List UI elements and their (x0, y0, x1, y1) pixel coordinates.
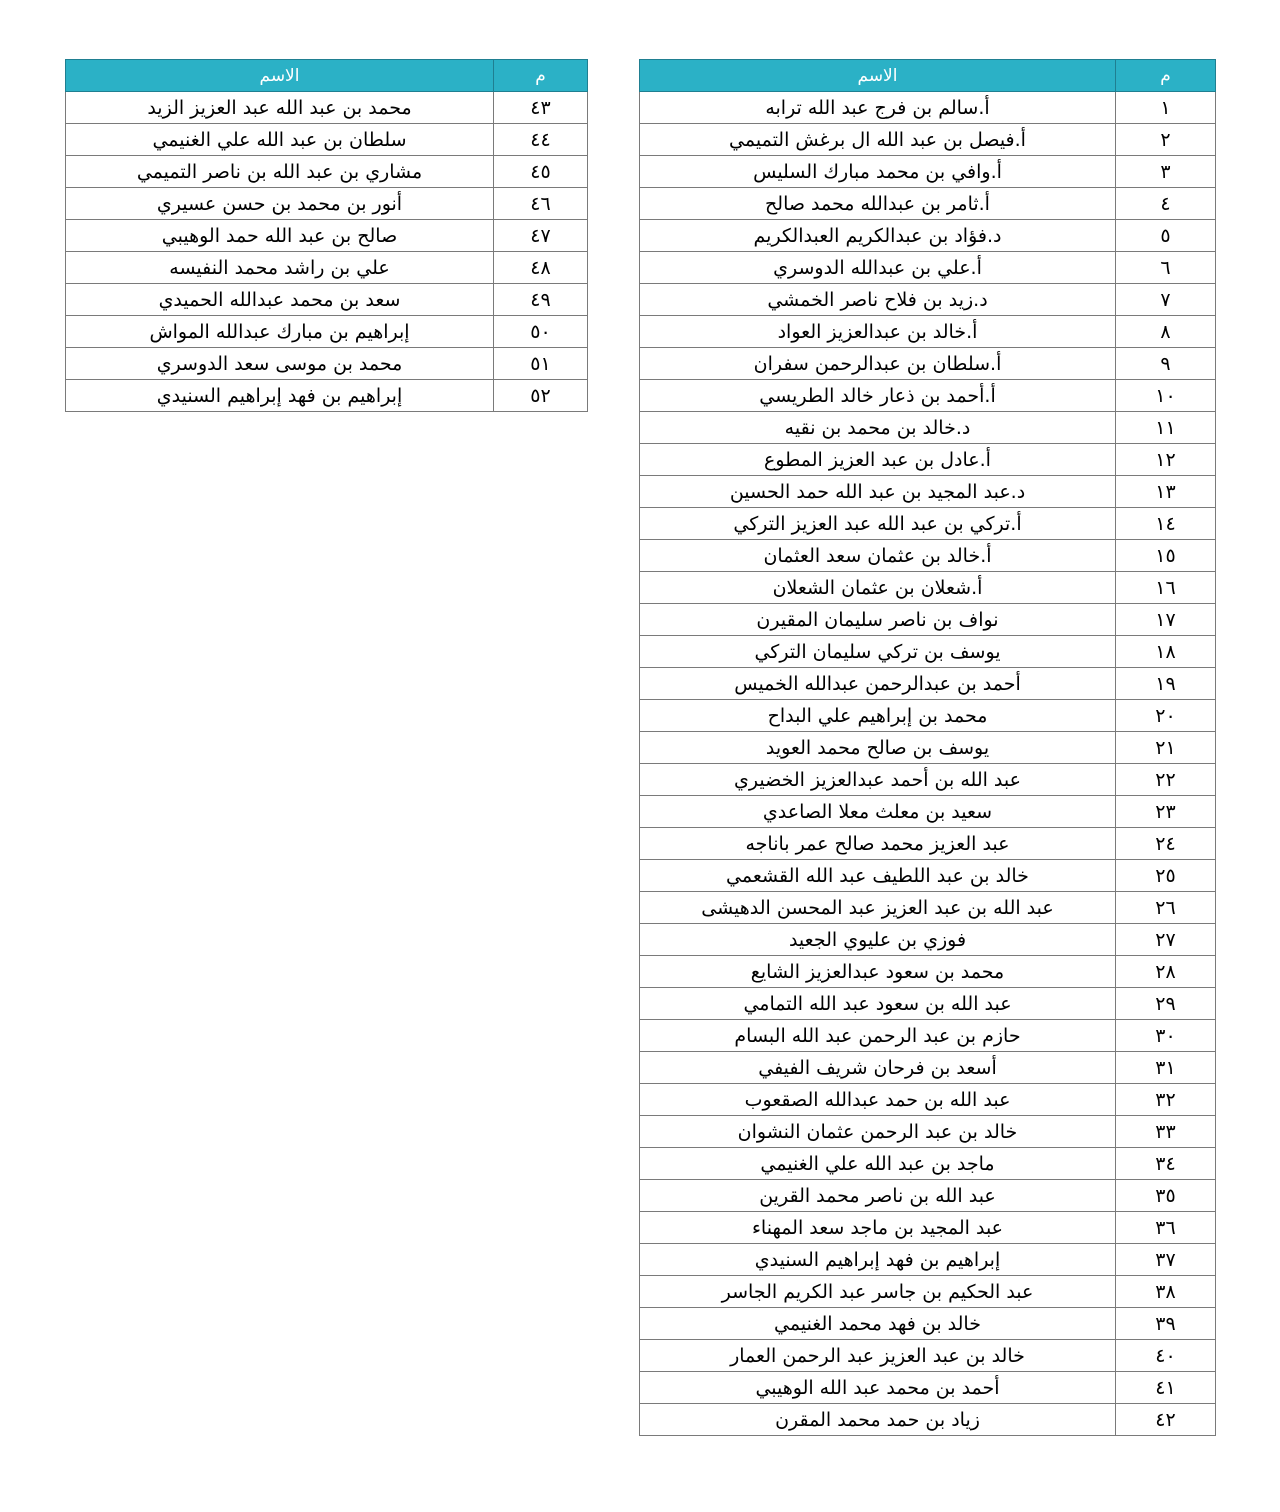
row-number: ٣٧ (1116, 1244, 1216, 1276)
row-number: ٤ (1116, 188, 1216, 220)
row-name: أحمد بن عبدالرحمن عبدالله الخميس (640, 668, 1116, 700)
row-name: زياد بن حمد محمد المقرن (640, 1404, 1116, 1436)
row-number: ٤٢ (1116, 1404, 1216, 1436)
row-number: ٢ (1116, 124, 1216, 156)
row-number: ١٩ (1116, 668, 1216, 700)
row-number: ٢٧ (1116, 924, 1216, 956)
table-row (640, 1276, 1216, 1308)
table-row (640, 156, 1216, 188)
table-row (640, 1212, 1216, 1244)
row-name: يوسف بن صالح محمد العويد (640, 732, 1116, 764)
row-name: د.خالد بن محمد بن نقيه (640, 412, 1116, 444)
table-row (640, 284, 1216, 316)
row-name: علي بن راشد محمد النفيسه (66, 252, 494, 284)
row-name: أ.سالم بن فرج عبد الله ترابه (640, 92, 1116, 124)
row-number: ٣٣ (1116, 1116, 1216, 1148)
table-row (640, 412, 1216, 444)
table-row (640, 444, 1216, 476)
names-table-right (639, 59, 1216, 1436)
table-row (640, 956, 1216, 988)
table-header-row (66, 60, 588, 92)
table-row (640, 508, 1216, 540)
row-name: محمد بن عبد الله عبد العزيز الزيد (66, 92, 494, 124)
names-table-left (65, 59, 588, 412)
table-row (640, 828, 1216, 860)
header-number: م (494, 60, 588, 92)
row-number: ٥٢ (494, 380, 588, 412)
row-number: ٤٦ (494, 188, 588, 220)
row-name: أ.شعلان بن عثمان الشعلان (640, 572, 1116, 604)
row-number: ٣٢ (1116, 1084, 1216, 1116)
table-row (640, 124, 1216, 156)
row-number: ٤٤ (494, 124, 588, 156)
row-number: ٤٠ (1116, 1340, 1216, 1372)
table-row (640, 220, 1216, 252)
row-name: خالد بن فهد محمد الغنيمي (640, 1308, 1116, 1340)
row-name: محمد بن سعود عبدالعزيز الشايع (640, 956, 1116, 988)
row-name: إبراهيم بن مبارك عبدالله المواش (66, 316, 494, 348)
row-number: ٤١ (1116, 1372, 1216, 1404)
row-number: ٢١ (1116, 732, 1216, 764)
row-name: ماجد بن عبد الله علي الغنيمي (640, 1148, 1116, 1180)
row-number: ١٦ (1116, 572, 1216, 604)
row-name: سلطان بن عبد الله علي الغنيمي (66, 124, 494, 156)
table-row (640, 988, 1216, 1020)
row-number: ١٤ (1116, 508, 1216, 540)
row-number: ٢٠ (1116, 700, 1216, 732)
table-row (640, 1340, 1216, 1372)
row-number: ٢٣ (1116, 796, 1216, 828)
row-name: إبراهيم بن فهد إبراهيم السنيدي (640, 1244, 1116, 1276)
row-number: ٢٥ (1116, 860, 1216, 892)
row-name: إبراهيم بن فهد إبراهيم السنيدي (66, 380, 494, 412)
table-row (66, 124, 588, 156)
row-number: ٤٣ (494, 92, 588, 124)
row-number: ١٣ (1116, 476, 1216, 508)
row-number: ١٢ (1116, 444, 1216, 476)
row-number: ٢٦ (1116, 892, 1216, 924)
row-number: ٣ (1116, 156, 1216, 188)
row-name: أ.علي بن عبدالله الدوسري (640, 252, 1116, 284)
row-name: عبد المجيد بن ماجد سعد المهناء (640, 1212, 1116, 1244)
table-row (640, 1148, 1216, 1180)
row-number: ١٧ (1116, 604, 1216, 636)
row-name: سعد بن محمد عبدالله الحميدي (66, 284, 494, 316)
row-name: أ.سلطان بن عبدالرحمن سفران (640, 348, 1116, 380)
row-name: د.عبد المجيد بن عبد الله حمد الحسين (640, 476, 1116, 508)
row-number: ٢٩ (1116, 988, 1216, 1020)
row-name: عبد الله بن عبد العزيز عبد المحسن الدهيشى (640, 892, 1116, 924)
header-number: م (1116, 60, 1216, 92)
row-number: ٢٢ (1116, 764, 1216, 796)
row-number: ٢٨ (1116, 956, 1216, 988)
row-name: يوسف بن تركي سليمان التركي (640, 636, 1116, 668)
table-row (66, 252, 588, 284)
table-row (66, 188, 588, 220)
row-number: ٢٤ (1116, 828, 1216, 860)
row-number: ٨ (1116, 316, 1216, 348)
table-row (66, 284, 588, 316)
row-number: ٤٩ (494, 284, 588, 316)
row-name: أ.تركي بن عبد الله عبد العزيز التركي (640, 508, 1116, 540)
table-row (640, 700, 1216, 732)
table-row (640, 252, 1216, 284)
row-name: د.زيد بن فلاح ناصر الخمشي (640, 284, 1116, 316)
row-name: مشاري بن عبد الله بن ناصر التميمي (66, 156, 494, 188)
row-name: نواف بن ناصر سليمان المقيرن (640, 604, 1116, 636)
row-number: ١٨ (1116, 636, 1216, 668)
row-name: د.فؤاد بن عبدالكريم العبدالكريم (640, 220, 1116, 252)
row-number: ٣١ (1116, 1052, 1216, 1084)
table-row (640, 540, 1216, 572)
row-number: ٣٦ (1116, 1212, 1216, 1244)
row-name: حازم بن عبد الرحمن عبد الله البسام (640, 1020, 1116, 1052)
table-row (640, 1244, 1216, 1276)
row-name: عبد الحكيم بن جاسر عبد الكريم الجاسر (640, 1276, 1116, 1308)
table-row (640, 92, 1216, 124)
row-number: ٣٤ (1116, 1148, 1216, 1180)
table-row (66, 348, 588, 380)
table-row (640, 764, 1216, 796)
table-row (640, 892, 1216, 924)
table-row (640, 668, 1216, 700)
header-name: الاسم (640, 60, 1116, 92)
table-row (640, 924, 1216, 956)
table-row (640, 316, 1216, 348)
row-name: أ.خالد بن عثمان سعد العثمان (640, 540, 1116, 572)
row-name: محمد بن إبراهيم علي البداح (640, 700, 1116, 732)
row-number: ١ (1116, 92, 1216, 124)
row-name: أ.عادل بن عبد العزيز المطوع (640, 444, 1116, 476)
row-name: أ.وافي بن محمد مبارك السليس (640, 156, 1116, 188)
row-number: ٤٨ (494, 252, 588, 284)
table-row (640, 860, 1216, 892)
table-row (640, 1084, 1216, 1116)
table-row (66, 220, 588, 252)
row-name: أ.خالد بن عبدالعزيز العواد (640, 316, 1116, 348)
row-number: ٩ (1116, 348, 1216, 380)
row-name: سعيد بن معلث معلا الصاعدي (640, 796, 1116, 828)
row-number: ١٥ (1116, 540, 1216, 572)
row-name: أسعد بن فرحان شريف الفيفي (640, 1052, 1116, 1084)
table-row (640, 732, 1216, 764)
row-number: ٣٩ (1116, 1308, 1216, 1340)
table-row (640, 1052, 1216, 1084)
row-name: خالد بن عبد اللطيف عبد الله القشعمي (640, 860, 1116, 892)
row-name: أحمد بن محمد عبد الله الوهيبي (640, 1372, 1116, 1404)
row-name: محمد بن موسى سعد الدوسري (66, 348, 494, 380)
row-number: ١١ (1116, 412, 1216, 444)
table-row (640, 636, 1216, 668)
row-number: ٤٥ (494, 156, 588, 188)
row-name: أنور بن محمد بن حسن عسيري (66, 188, 494, 220)
table-row (640, 476, 1216, 508)
table-header-row (640, 60, 1216, 92)
row-name: أ.ثامر بن عبدالله محمد صالح (640, 188, 1116, 220)
table-row (66, 380, 588, 412)
table-row (66, 316, 588, 348)
header-name: الاسم (66, 60, 494, 92)
table-row (640, 1020, 1216, 1052)
row-name: عبد الله بن سعود عبد الله التمامي (640, 988, 1116, 1020)
row-number: ٦ (1116, 252, 1216, 284)
table-row (640, 1404, 1216, 1436)
table-row (66, 92, 588, 124)
row-name: خالد بن عبد الرحمن عثمان النشوان (640, 1116, 1116, 1148)
table-row (66, 156, 588, 188)
table-row (640, 572, 1216, 604)
table-row (640, 188, 1216, 220)
table-row (640, 1372, 1216, 1404)
row-number: ٣٠ (1116, 1020, 1216, 1052)
row-name: أ.أحمد بن ذعار خالد الطريسي (640, 380, 1116, 412)
row-number: ٣٨ (1116, 1276, 1216, 1308)
row-number: ١٠ (1116, 380, 1216, 412)
row-name: صالح بن عبد الله حمد الوهيبي (66, 220, 494, 252)
table-row (640, 1116, 1216, 1148)
row-name: عبد الله بن حمد عبدالله الصقعوب (640, 1084, 1116, 1116)
row-number: ٣٥ (1116, 1180, 1216, 1212)
row-name: عبد الله بن أحمد عبدالعزيز الخضيري (640, 764, 1116, 796)
table-row (640, 604, 1216, 636)
row-number: ٧ (1116, 284, 1216, 316)
row-name: خالد بن عبد العزيز عبد الرحمن العمار (640, 1340, 1116, 1372)
row-name: عبد الله بن ناصر محمد القرين (640, 1180, 1116, 1212)
row-number: ٤٧ (494, 220, 588, 252)
row-name: عبد العزيز محمد صالح عمر باناجه (640, 828, 1116, 860)
table-row (640, 348, 1216, 380)
table-row (640, 796, 1216, 828)
table-row (640, 380, 1216, 412)
table-row (640, 1180, 1216, 1212)
row-name: أ.فيصل بن عبد الله ال برغش التميمي (640, 124, 1116, 156)
row-number: ٥٠ (494, 316, 588, 348)
row-number: ٥١ (494, 348, 588, 380)
row-number: ٥ (1116, 220, 1216, 252)
table-row (640, 1308, 1216, 1340)
row-name: فوزي بن عليوي الجعيد (640, 924, 1116, 956)
